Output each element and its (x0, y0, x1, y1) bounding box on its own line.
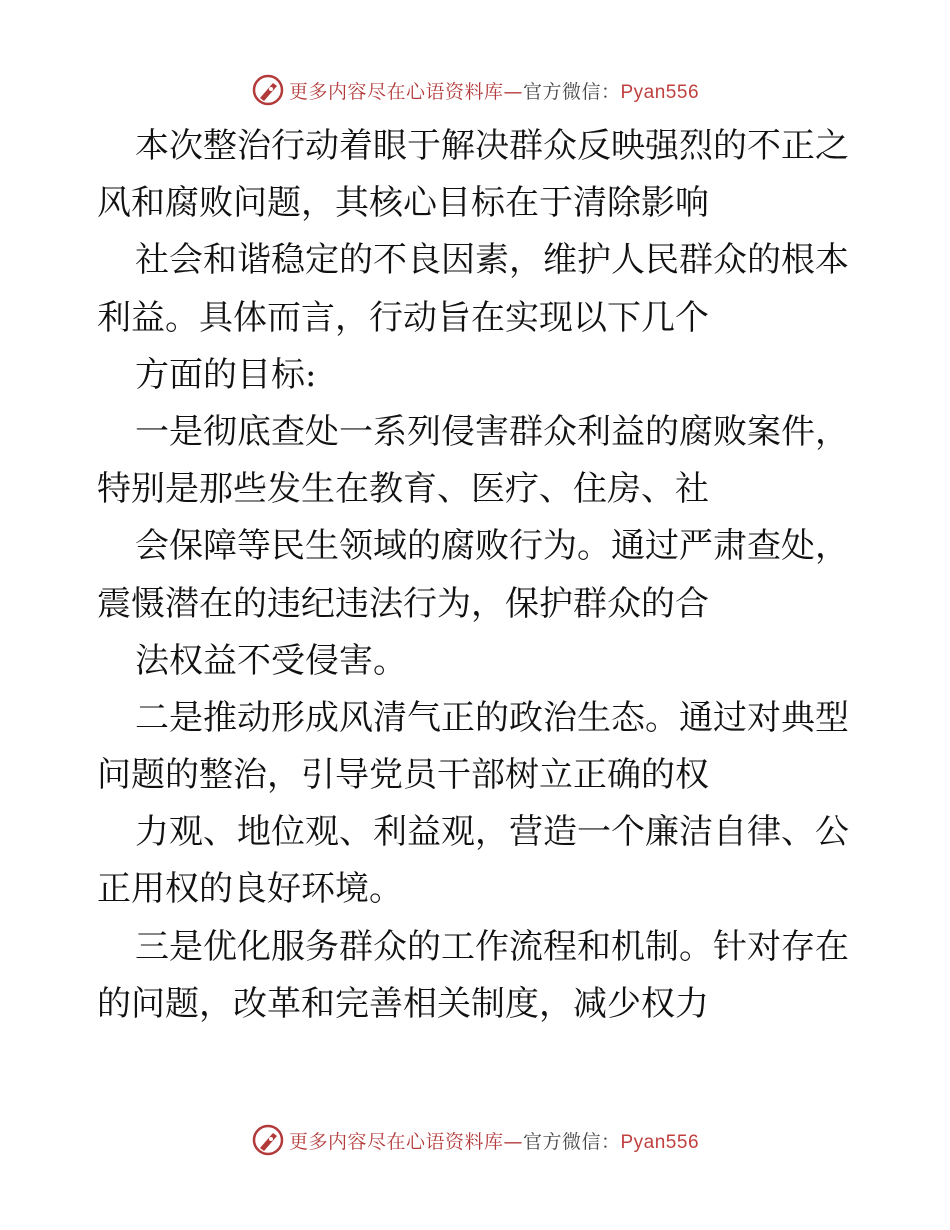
body-line: 特别是那些发生在教育、医疗、住房、社 (97, 469, 709, 510)
pen-logo-icon (251, 1123, 285, 1157)
footer-text: 更多内容尽在心语资料库—官方微信：Pyan556 (288, 1130, 700, 1153)
body-line: 力观、地位观、利益观，营造一个廉洁自律、公 (135, 812, 849, 853)
body-line: 风和腐败问题，其核心目标在于清除影响 (97, 183, 709, 224)
body-line: 方面的目标: (135, 354, 317, 395)
body-line: 的问题，改革和完善相关制度，减少权力 (97, 983, 709, 1024)
body-line: 二是推动形成风清气正的政治生态。通过对典型 (135, 697, 849, 738)
body-line: 本次整治行动着眼于解决群众反映强烈的不正之 (135, 126, 849, 166)
body-line: 三是优化服务群众的工作流程和机制。针对存在 (135, 926, 849, 967)
body-line: 会保障等民生领域的腐败行为。通过严肃查处， (135, 526, 849, 567)
body-line: 一是彻底查处一系列侵害群众利益的腐败案件， (135, 411, 849, 452)
body-line: 社会和谐稳定的不良因素，维护人民群众的根本 (135, 240, 849, 281)
body-line: 利益。具体而言，行动旨在实现以下几个 (97, 297, 709, 338)
document-body (97, 118, 857, 1033)
body-line: 问题的整治，引导党员干部树立正确的权 (97, 755, 709, 796)
header-watermark (0, 70, 950, 110)
body-line: 正用权的良好环境。 (97, 869, 403, 910)
footer-watermark (0, 1120, 950, 1160)
body-line: 法权益不受侵害。 (135, 640, 407, 681)
body-line: 震慑潜在的违纪违法行为，保护群众的合 (97, 583, 709, 624)
pen-logo-icon (251, 73, 285, 107)
header-text: 更多内容尽在心语资料库—官方微信：Pyan556 (288, 80, 700, 103)
